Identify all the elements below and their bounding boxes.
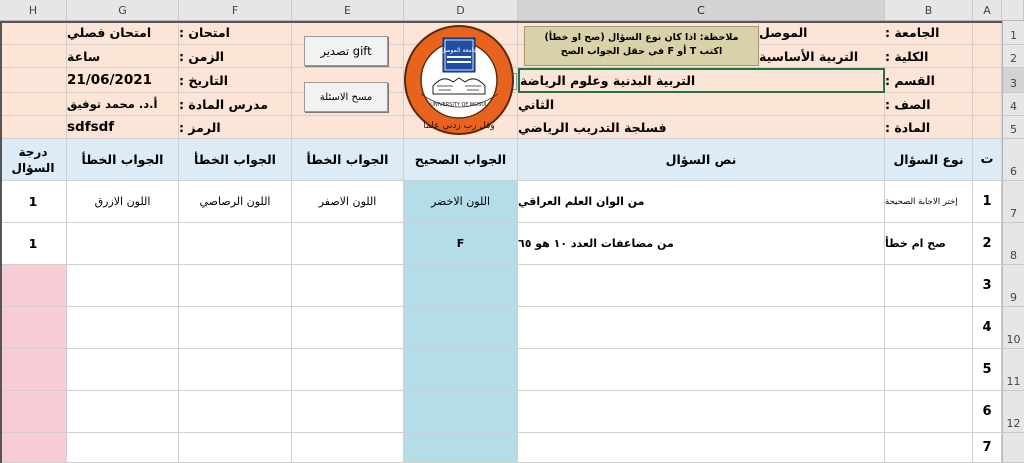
q-num[interactable]: 5 xyxy=(973,349,1002,391)
q-wrong-1[interactable] xyxy=(292,433,404,463)
q-wrong-1[interactable] xyxy=(292,307,404,349)
column-header-a[interactable]: A xyxy=(973,0,1002,21)
note-line-1: ملاحظة: اذا كان نوع السؤال (صح او خطأ) xyxy=(544,32,739,43)
q-wrong-2[interactable] xyxy=(179,433,292,463)
column-header-g[interactable]: G xyxy=(67,0,179,21)
q-grade[interactable]: 1 xyxy=(0,181,67,223)
q-wrong-3[interactable] xyxy=(67,349,179,391)
q-wrong-1[interactable] xyxy=(292,265,404,307)
select-all-corner[interactable] xyxy=(1002,0,1024,21)
q-correct[interactable] xyxy=(404,349,518,391)
q-num[interactable]: 4 xyxy=(973,307,1002,349)
q-grade[interactable] xyxy=(0,307,67,349)
q-wrong-3[interactable] xyxy=(67,265,179,307)
q-type[interactable] xyxy=(885,307,973,349)
q-grade[interactable] xyxy=(0,349,67,391)
department-value[interactable]: التربية البدنية وعلوم الرياضة xyxy=(518,68,885,93)
exam-value[interactable]: امتحان فصلي xyxy=(67,21,179,45)
q-num[interactable]: 2 xyxy=(973,223,1002,265)
row-header-4[interactable]: 4 xyxy=(1002,93,1024,116)
q-text[interactable]: من الوان العلم العراقي xyxy=(518,181,885,223)
table-header-wrong-1: الجواب الخطأ xyxy=(292,139,404,181)
row-header-12[interactable]: 12 xyxy=(1002,391,1024,433)
note-line-2: اكتب T أو F في حقل الجواب الصح xyxy=(560,46,723,57)
row-header-2[interactable]: 2 xyxy=(1002,45,1024,68)
row-header-5[interactable]: 5 xyxy=(1002,116,1024,139)
date-label: التاريخ : xyxy=(179,68,292,93)
export-gift-button[interactable]: تصدير gift xyxy=(304,36,388,66)
cell-a5[interactable] xyxy=(973,116,1002,139)
department-label: القسم : xyxy=(885,68,973,93)
column-header-h[interactable]: H xyxy=(0,0,67,21)
q-text[interactable]: من مضاعفات العدد ١٠ هو ٦٥ xyxy=(518,223,885,265)
q-correct[interactable] xyxy=(404,433,518,463)
cell-a4[interactable] xyxy=(973,93,1002,116)
cell-h4[interactable] xyxy=(0,93,67,116)
q-wrong-3[interactable] xyxy=(67,391,179,433)
q-wrong-2[interactable] xyxy=(179,391,292,433)
q-wrong-1[interactable] xyxy=(292,391,404,433)
time-value[interactable]: ساعة xyxy=(67,45,179,68)
table-header-correct: الجواب الصحيح xyxy=(404,139,518,181)
q-grade[interactable] xyxy=(0,265,67,307)
q-wrong-2[interactable] xyxy=(179,223,292,265)
q-wrong-3[interactable] xyxy=(67,433,179,463)
q-wrong-2[interactable] xyxy=(179,265,292,307)
cell-h2[interactable] xyxy=(0,45,67,68)
q-correct[interactable]: F xyxy=(404,223,518,265)
college-value[interactable]: التربية الأساسية xyxy=(759,45,885,68)
column-header-c[interactable]: C xyxy=(518,0,885,21)
row-header-7[interactable]: 7 xyxy=(1002,181,1024,223)
q-type[interactable]: إختر الاجابة الصحيحة xyxy=(885,181,973,223)
table-header-wrong-2: الجواب الخطأ xyxy=(179,139,292,181)
q-grade[interactable] xyxy=(0,433,67,463)
logo-top-text: جامعة الموصل xyxy=(440,47,478,54)
table-header-type: نوع السؤال xyxy=(885,139,973,181)
teacher-label: مدرس المادة : xyxy=(179,93,292,116)
row-header-10[interactable]: 10 xyxy=(1002,307,1024,349)
q-num[interactable]: 1 xyxy=(973,181,1002,223)
q-wrong-2[interactable] xyxy=(179,307,292,349)
table-header-num: ت xyxy=(973,139,1002,181)
row-header-13[interactable] xyxy=(1002,433,1024,463)
cell-h1[interactable] xyxy=(0,21,67,45)
q-text[interactable] xyxy=(518,349,885,391)
column-header-e[interactable]: E xyxy=(292,0,404,21)
code-value[interactable]: sdfsdf xyxy=(67,116,179,139)
q-wrong-3[interactable] xyxy=(67,223,179,265)
q-wrong-3[interactable]: اللون الازرق xyxy=(67,181,179,223)
q-text[interactable] xyxy=(518,433,885,463)
class-value[interactable]: الثاني xyxy=(518,93,885,116)
table-header-question: نص السؤال xyxy=(518,139,885,181)
column-header-d[interactable]: D xyxy=(404,0,518,21)
q-text[interactable] xyxy=(518,391,885,433)
q-wrong-3[interactable] xyxy=(67,307,179,349)
university-label: الجامعة : xyxy=(885,21,973,45)
q-wrong-1[interactable]: اللون الاصفر xyxy=(292,181,404,223)
exam-label: امتحان : xyxy=(179,21,292,45)
q-num[interactable]: 6 xyxy=(973,391,1002,433)
note-box xyxy=(524,26,759,66)
subject-label: المادة : xyxy=(885,116,973,139)
q-type[interactable] xyxy=(885,391,973,433)
q-correct[interactable] xyxy=(404,391,518,433)
college-label: الكلية : xyxy=(885,45,973,68)
row-header-8[interactable]: 8 xyxy=(1002,223,1024,265)
q-text[interactable] xyxy=(518,265,885,307)
q-correct[interactable] xyxy=(404,307,518,349)
q-type[interactable] xyxy=(885,433,973,463)
q-num[interactable]: 7 xyxy=(973,433,1002,463)
table-header-grade: درجة السؤال xyxy=(0,139,67,181)
cell-h5[interactable] xyxy=(0,116,67,139)
column-header-f[interactable]: F xyxy=(179,0,292,21)
row-header-1[interactable]: 1 xyxy=(1002,21,1024,45)
logo-motto-text: وقل رب زدني علما xyxy=(423,121,495,131)
cell-a3[interactable] xyxy=(973,68,1002,93)
q-type[interactable] xyxy=(885,349,973,391)
university-logo xyxy=(403,24,516,136)
cell-a1[interactable] xyxy=(973,21,1002,45)
logo-band-text: UNIVERSITY OF MOSUL xyxy=(430,102,488,108)
q-grade[interactable]: 1 xyxy=(0,223,67,265)
subject-value[interactable]: فسلجة التدريب الرياضي xyxy=(518,116,885,139)
cell-a2[interactable] xyxy=(973,45,1002,68)
table-header-wrong-3: الجواب الخطأ xyxy=(67,139,179,181)
row-header-3[interactable]: 3 xyxy=(1002,68,1024,93)
q-correct[interactable]: اللون الاخضر xyxy=(404,181,518,223)
q-wrong-2[interactable]: اللون الرصاصي xyxy=(179,181,292,223)
time-label: الزمن : xyxy=(179,45,292,68)
q-text[interactable] xyxy=(518,307,885,349)
q-wrong-1[interactable] xyxy=(292,223,404,265)
row-header-11[interactable]: 11 xyxy=(1002,349,1024,391)
column-header-b[interactable]: B xyxy=(885,0,973,21)
q-type[interactable] xyxy=(885,265,973,307)
class-label: الصف : xyxy=(885,93,973,116)
row-header-6[interactable]: 6 xyxy=(1002,139,1024,181)
q-wrong-1[interactable] xyxy=(292,349,404,391)
q-grade[interactable] xyxy=(0,391,67,433)
university-value[interactable]: الموصل xyxy=(759,21,885,45)
clear-questions-button[interactable]: مسح الاسئلة xyxy=(304,82,388,112)
q-correct[interactable] xyxy=(404,265,518,307)
cell-e5[interactable] xyxy=(292,116,404,139)
cell-h3[interactable] xyxy=(0,68,67,93)
row-header-9[interactable]: 9 xyxy=(1002,265,1024,307)
date-value[interactable]: 21/06/2021 xyxy=(67,68,179,93)
teacher-value[interactable]: أ.د. محمد توفيق xyxy=(67,93,179,116)
q-type[interactable]: صح ام خطأ xyxy=(885,223,973,265)
q-num[interactable]: 3 xyxy=(973,265,1002,307)
q-wrong-2[interactable] xyxy=(179,349,292,391)
code-label: الرمز : xyxy=(179,116,292,139)
